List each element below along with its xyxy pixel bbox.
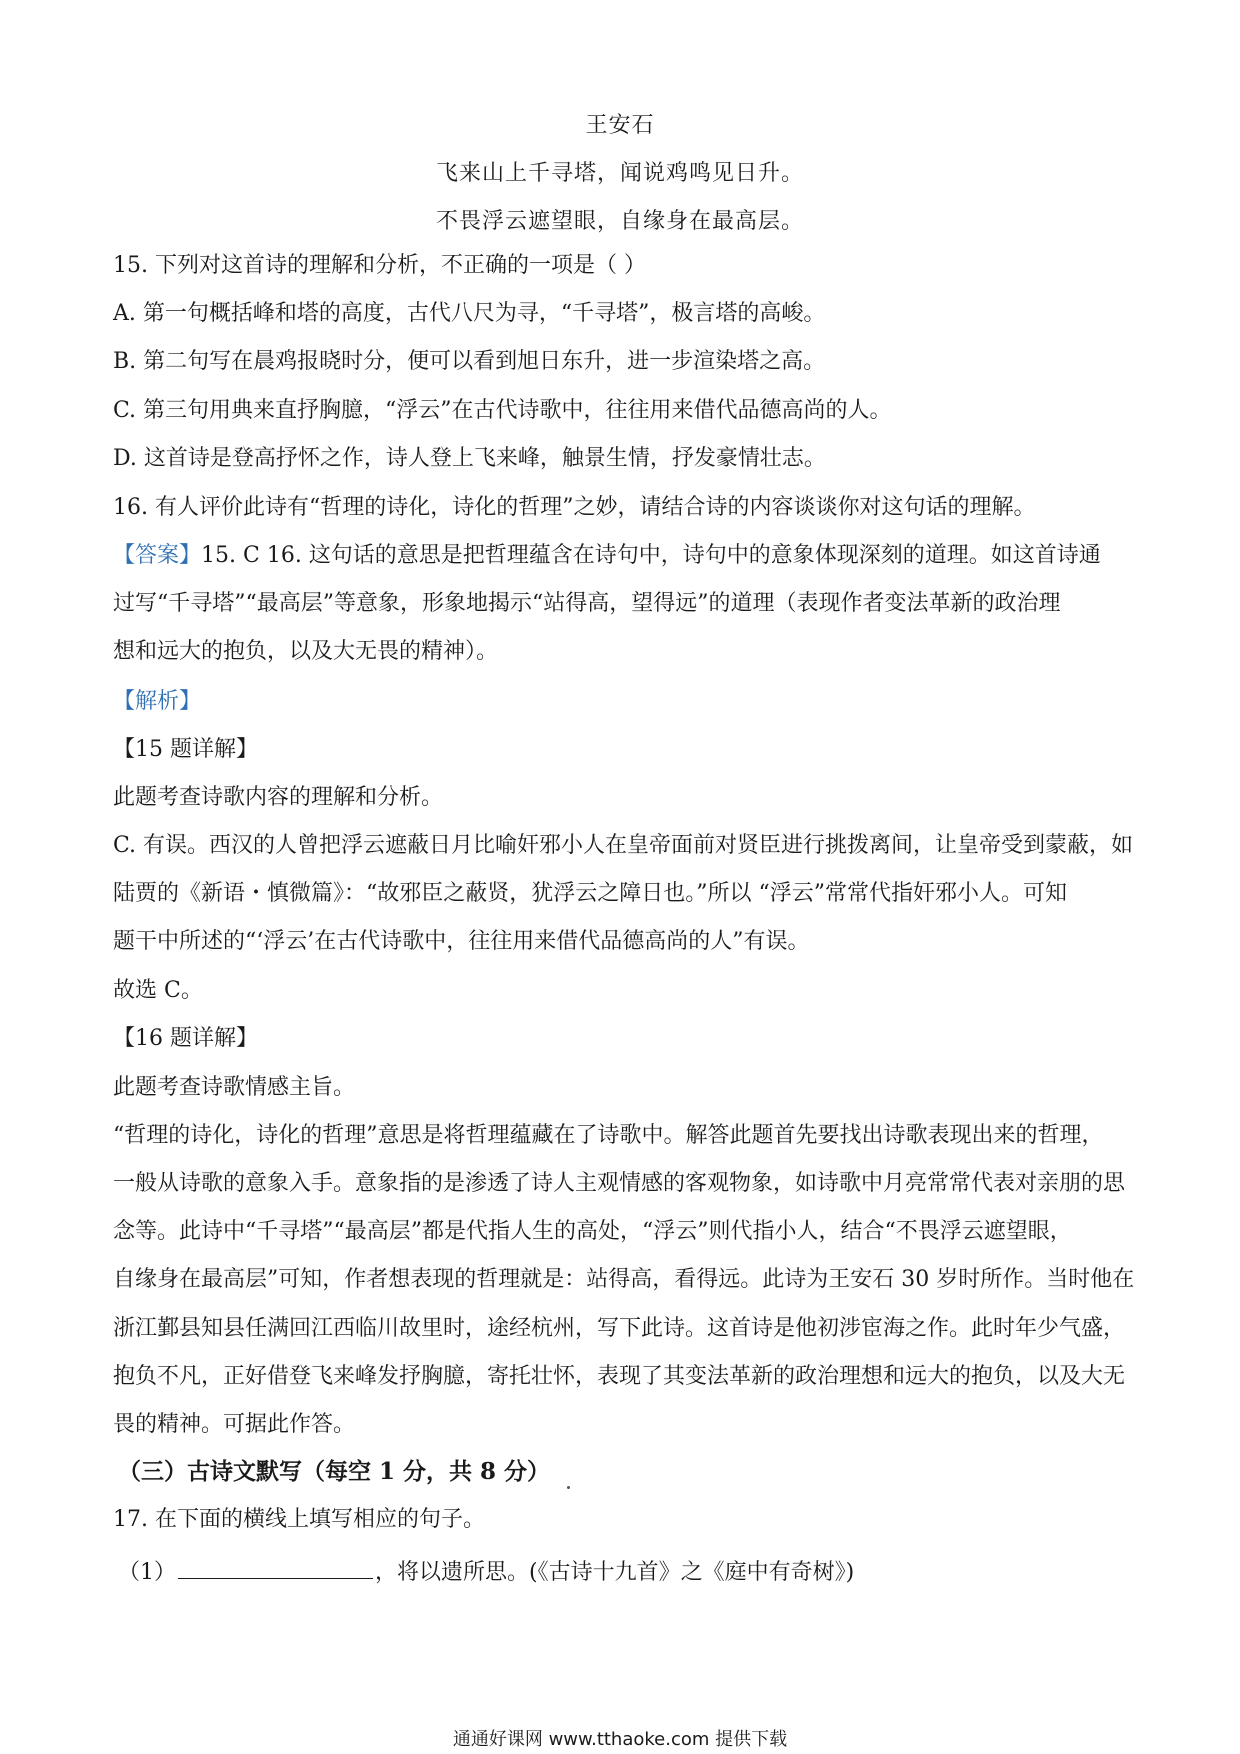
detail-15-line-2: C. 有误。西汉的人曾把浮云遮蔽日月比喻奸邪小人在皇帝面前对贤臣进行挑拨离间，让皇帝受到蒙蔽，如 [113,833,1134,858]
poem-line-1: 飞来山上千寻塔，闻说鸡鸣见日升。 [435,161,804,186]
question-15-stem: 15. 下列对这首诗的理解和分析，不正确的一项是（ ） [113,253,646,278]
detail-15-line-5: 故选 C。 [113,978,203,1003]
detail-16-line-3: 一般从诗歌的意象入手。意象指的是渗透了诗人主观情感的客观物象，如诗歌中月亮常常代表对亲朋的思 [113,1171,1126,1196]
poem-line-2: 不畏浮云遮望眼，自缘身在最高层。 [435,209,804,234]
answer-text-1: 15. C 16. 这句话的意思是把哲理蕴含在诗句中，诗句中的意象体现深刻的道理。如这首诗通 [201,543,1101,568]
question-17-stem: 17. 在下面的横线上填写相应的句子。 [113,1507,485,1532]
answer-line-3: 想和远大的抱负，以及大无畏的精神）。 [113,639,499,664]
detail-16-line-2: “哲理的诗化，诗化的哲理”意思是将哲理蕴藏在了诗歌中。解答此题首先要找出诗歌表现出来的哲理， [113,1123,1104,1148]
footer-credit: 通通好课网 www.tthaoke.com 提供下载 [452,1729,788,1750]
poem-author: 王安石 [585,113,655,138]
question-16-stem: 16. 有人评价此诗有“哲理的诗化，诗化的哲理”之妙，请结合诗的内容谈谈你对这句话的理解。 [113,495,1036,520]
detail-16-line-1: 此题考查诗歌情感主旨。 [113,1075,356,1100]
question-15-option-b: B. 第二句写在晨鸡报晓时分，便可以看到旭日东升，进一步渲染塔之高。 [113,349,826,374]
item-1-text: ，将以遗所思。(《古诗十九首》之《庭中有奇树》) [375,1560,855,1585]
detail-16-title: 【16 题详解】 [113,1026,258,1051]
detail-15-line-3: 陆贾的《新语・慎微篇》：“故邪臣之蔽贤，犹浮云之障日也。”所以 “浮云”常常代指奸邪小人。可知 [113,881,1067,906]
detail-15-title: 【15 题详解】 [113,737,258,762]
answer-line-2: 过写“千寻塔”“最高层”等意象，形象地揭示“站得高，望得远”的道理（表现作者变法革新的政治理 [113,591,1061,616]
item-1-number: （1） [118,1560,176,1585]
section-3-heading: （三）古诗文默写（每空 1 分，共 8 分） [118,1458,551,1485]
detail-16-line-7: 抱负不凡，正好借登飞来峰发抒胸臆，寄托壮怀，表现了其变法革新的政治理想和远大的抱负，以及大无 [113,1364,1126,1389]
answer-line-1 [113,542,1133,570]
detail-16-line-6: 浙江鄞县知县任满回江西临川故里时，途经杭州，写下此诗。这首诗是他初涉宦海之作。此时年少气盛， [113,1316,1126,1341]
detail-16-line-5: 自缘身在最高层”可知，作者想表现的哲理就是：站得高，看得远。此诗为王安石 30 岁时所作。当时他在 [113,1267,1135,1292]
question-15-option-a: A. 第一句概括峰和塔的高度，古代八尺为寻，“千寻塔”，极言塔的高峻。 [113,301,826,326]
detail-15-line-1: 此题考查诗歌内容的理解和分析。 [113,785,444,810]
answer-blank[interactable] [178,1556,373,1579]
question-15-option-c: C. 第三句用典来直抒胸臆，“浮云”在古代诗歌中，往往用来借代品德高尚的人。 [113,398,892,423]
detail-15-line-4: 题干中所述的“‘浮云’在古代诗歌中，往往用来借代品德高尚的人”有误。 [113,929,810,954]
question-15-option-d: D. 这首诗是登高抒怀之作，诗人登上飞来峰，触景生情，抒发豪情壮志。 [113,446,826,471]
detail-16-line-4: 念等。此诗中“千寻塔”“最高层”都是代指人生的高处，“浮云”则代指小人，结合“不畏浮云遮望眼， [113,1219,1072,1244]
analysis-label: 【解析】 [113,689,202,714]
answer-label: 【答案】 [113,543,202,568]
detail-16-line-8: 畏的精神。可据此作答。 [113,1412,356,1437]
question-17-item-1 [118,1556,1138,1587]
scan-mark [567,1486,570,1489]
